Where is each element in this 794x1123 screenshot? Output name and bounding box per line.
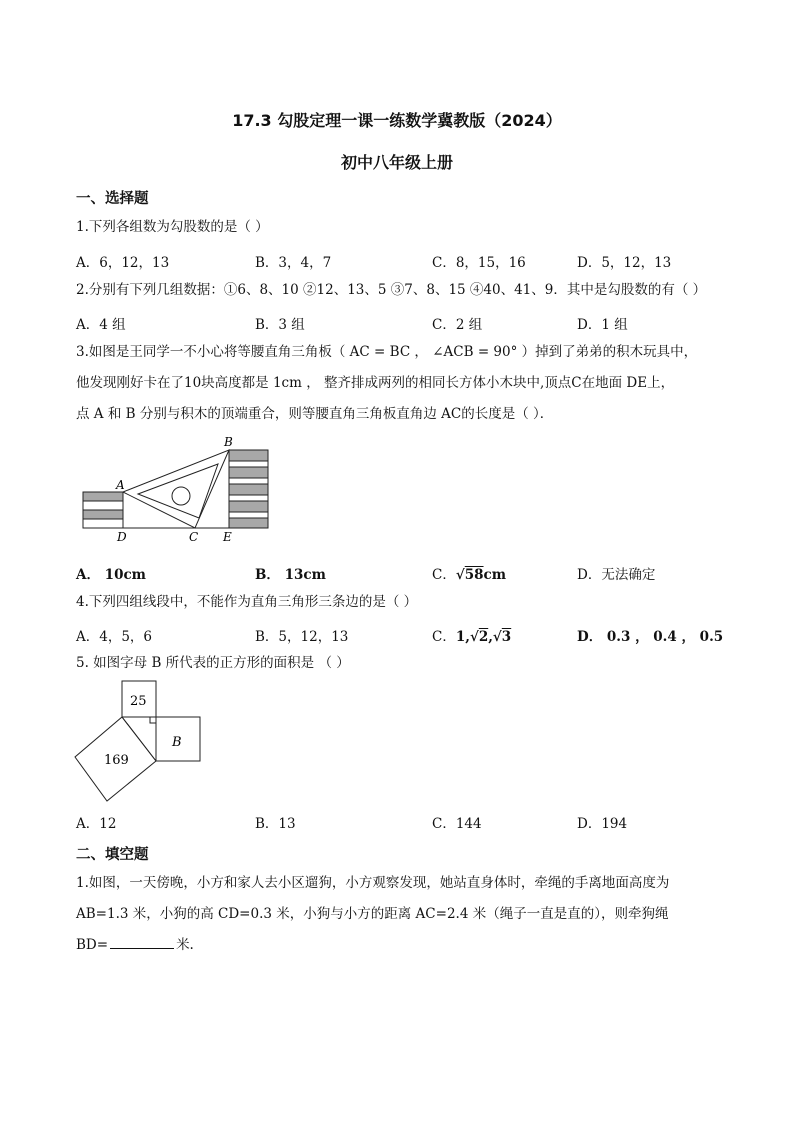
question-1-option-a: A．6，12，13: [76, 255, 170, 271]
question-4-option-a: A．4，5，6: [76, 629, 153, 645]
fill-question-1-line-1: 1.如图，一天傍晚，小方和家人去小区遛狗，小方观察发现，她站直身体时，牵绳的手离地面高度为: [76, 875, 670, 891]
answer-blank[interactable]: [110, 936, 174, 949]
question-4-option-b: B．5，12，13: [255, 629, 349, 645]
label-c: C: [189, 530, 199, 544]
question-1-option-d: D．5，12，13: [577, 255, 672, 271]
question-5-option-c: C．144: [432, 816, 482, 832]
question-2-option-b: B．3 组: [255, 317, 305, 333]
question-2-stem: 2.分别有下列几组数据：①6、8、10 ②12、13、5 ③7、8、15 ④40、41、9．其中是勾股数的有（ ）: [76, 282, 707, 298]
right-block-column: [229, 450, 268, 528]
label-a: A: [116, 478, 125, 492]
question-2-option-a: A．4 组: [76, 317, 126, 333]
question-5-option-d: D．194: [577, 816, 628, 832]
fill-question-1-line-3: BD= 米.: [76, 937, 194, 953]
question-3-line-3: 点 A 和 B 分别与积木的顶端重合，则等腰直角三角板直角边 AC的长度是（ ）．: [76, 406, 554, 422]
question-5-stem: 5. 如图字母 B 所代表的正方形的面积是 （ ）: [76, 655, 350, 671]
triangle-inner-edge: [138, 464, 218, 518]
question-3-option-d: D．无法确定: [577, 567, 656, 583]
question-4-option-d: D． 0.3 ， 0.4 ， 0.5: [577, 629, 724, 645]
question-4-stem: 4.下列四组线段中，不能作为直角三角形三条边的是（ ）: [76, 594, 418, 610]
document-title: 17.3 勾股定理一课一练数学冀教版（2024）: [232, 111, 562, 130]
document-subtitle: 初中八年级上册: [340, 153, 453, 172]
question-1-option-c: C．8，15，16: [432, 255, 526, 271]
label-b-square: B: [172, 735, 182, 750]
question-4-option-c: C．1,√2,√3: [432, 629, 512, 645]
label-169: 169: [104, 753, 129, 768]
question-2-option-d: D．1 组: [577, 317, 628, 333]
question-3-line-1: 3.如图是王同学一不小心将等腰直角三角板（ AC = BC ， ∠ACB = 90° ）掉到了弟弟的积木玩具中，: [76, 344, 698, 360]
right-angle-mark: [150, 717, 156, 723]
question-5-option-b: B．13: [255, 816, 296, 832]
question-3-option-b: B． 13cm: [255, 567, 326, 583]
label-e: E: [223, 530, 232, 544]
label-b: B: [224, 435, 233, 449]
question-3-option-c: C．√58cm: [432, 567, 507, 583]
question-3-figure-blocks-triangle: [78, 432, 278, 547]
section-heading-choice: 一、选择题: [76, 191, 149, 207]
section-heading-fill-blank: 二、填空题: [76, 847, 149, 863]
label-d: D: [117, 530, 127, 544]
question-2-option-c: C．2 组: [432, 317, 483, 333]
label-25: 25: [130, 694, 147, 709]
fill-question-1-line-2: AB=1.3 米，小狗的高 CD=0.3 米，小狗与小方的距离 AC=2.4 米（绳子一直是直的），则牵狗绳: [76, 906, 669, 922]
sqrt-58: 58: [464, 567, 484, 583]
question-1-stem: 1.下列各组数为勾股数的是（ ）: [76, 219, 269, 235]
question-5-figure-squares: [70, 678, 210, 804]
left-block-column: [83, 492, 123, 528]
question-3-line-2: 他发现刚好卡在了10块高度都是 1cm ， 整齐排成两列的相同长方体小木块中,顶点C在地面 DE上，: [76, 375, 675, 391]
question-5-option-a: A．12: [76, 816, 117, 832]
triangle-hole: [172, 487, 190, 505]
question-3-option-a: A． 10cm: [76, 567, 146, 583]
question-1-option-b: B．3，4，7: [255, 255, 332, 271]
